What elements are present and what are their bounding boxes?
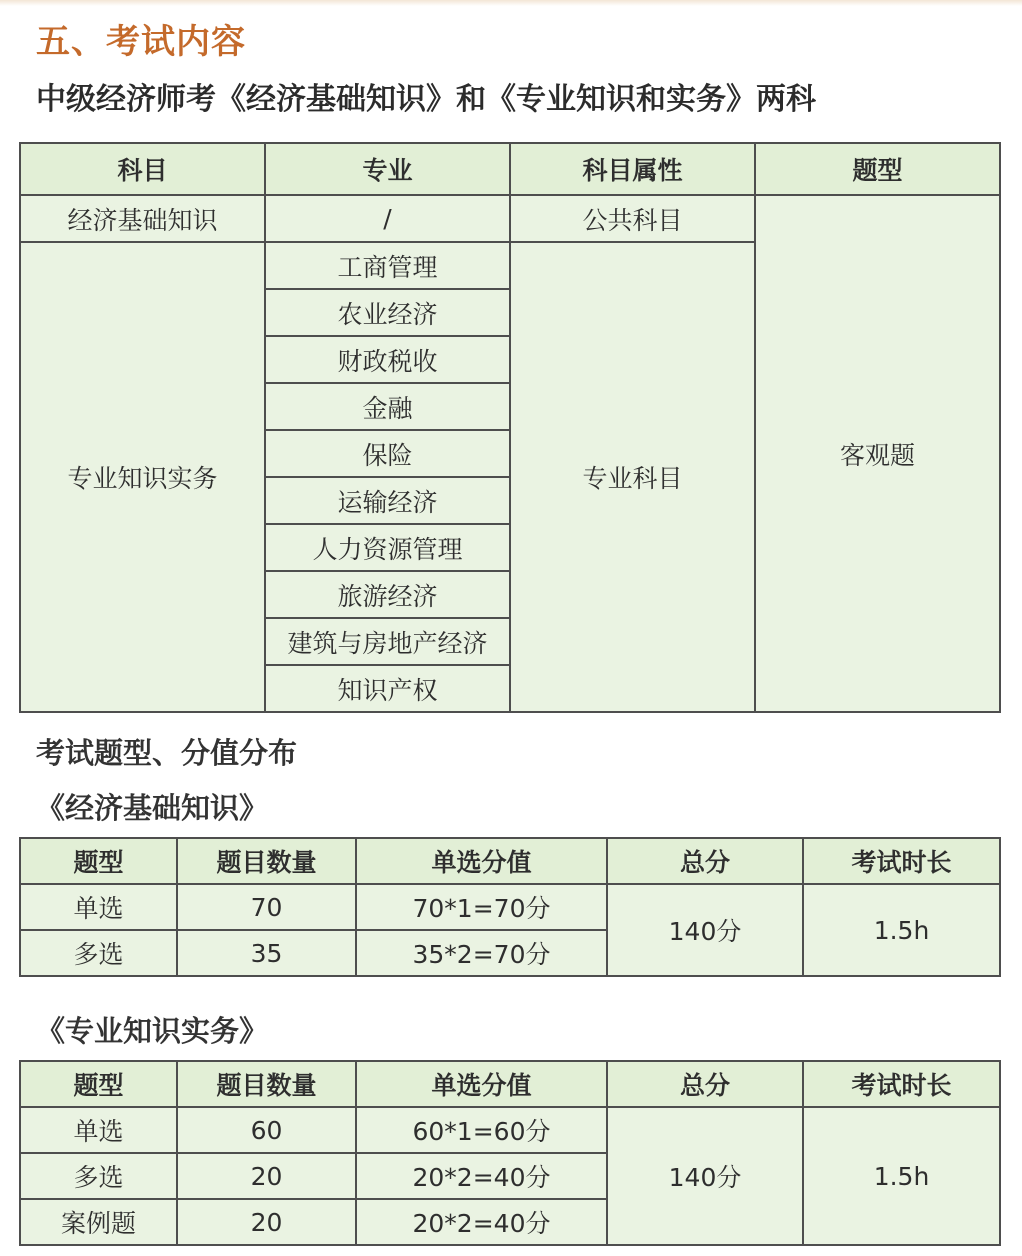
header-total: 总分 bbox=[607, 838, 803, 884]
cell-major: 建筑与房地产经济 bbox=[265, 618, 510, 665]
cell-score: 35*2=70分 bbox=[356, 930, 607, 976]
cell-major: 保险 bbox=[265, 430, 510, 477]
subjects-table bbox=[19, 142, 1001, 713]
cell-total: 140分 bbox=[607, 1107, 803, 1245]
top-divider bbox=[0, 0, 1022, 6]
header-major: 专业 bbox=[265, 143, 510, 195]
cell-score: 70*1=70分 bbox=[356, 884, 607, 930]
header-question-type: 题型 bbox=[755, 143, 1000, 195]
cell-major: 农业经济 bbox=[265, 289, 510, 336]
cell-major: 人力资源管理 bbox=[265, 524, 510, 571]
book1-title: 《经济基础知识》 bbox=[36, 791, 269, 825]
table-row bbox=[20, 884, 1000, 930]
cell-major: 工商管理 bbox=[265, 242, 510, 289]
header-duration: 考试时长 bbox=[803, 1061, 1000, 1107]
book2-score-table bbox=[19, 1060, 1001, 1246]
cell-type: 案例题 bbox=[20, 1199, 177, 1245]
cell-score: 20*2=40分 bbox=[356, 1153, 607, 1199]
header-count: 题目数量 bbox=[177, 1061, 356, 1107]
cell-type: 多选 bbox=[20, 1153, 177, 1199]
header-score: 单选分值 bbox=[356, 1061, 607, 1107]
table-header-row bbox=[20, 143, 1000, 195]
intro-text: 中级经济师考《经济基础知识》和《专业知识和实务》两科 bbox=[36, 82, 816, 117]
book1-score-table bbox=[19, 837, 1001, 977]
table-header-row bbox=[20, 838, 1000, 884]
cell-major-basic: / bbox=[265, 195, 510, 242]
cell-attribute-professional: 专业科目 bbox=[510, 242, 755, 712]
cell-major: 旅游经济 bbox=[265, 571, 510, 618]
cell-count: 60 bbox=[177, 1107, 356, 1153]
header-type: 题型 bbox=[20, 838, 177, 884]
cell-subject-professional: 专业知识实务 bbox=[20, 242, 265, 712]
table-row bbox=[20, 1107, 1000, 1153]
table-header-row bbox=[20, 1061, 1000, 1107]
header-duration: 考试时长 bbox=[803, 838, 1000, 884]
cell-score: 20*2=40分 bbox=[356, 1199, 607, 1245]
header-count: 题目数量 bbox=[177, 838, 356, 884]
distribution-heading: 考试题型、分值分布 bbox=[36, 736, 298, 770]
cell-major: 财政税收 bbox=[265, 336, 510, 383]
header-type: 题型 bbox=[20, 1061, 177, 1107]
header-attribute: 科目属性 bbox=[510, 143, 755, 195]
section-title: 五、考试内容 bbox=[36, 22, 246, 62]
cell-count: 20 bbox=[177, 1153, 356, 1199]
cell-count: 20 bbox=[177, 1199, 356, 1245]
cell-type: 单选 bbox=[20, 1107, 177, 1153]
header-total: 总分 bbox=[607, 1061, 803, 1107]
cell-major: 知识产权 bbox=[265, 665, 510, 712]
table-row bbox=[20, 195, 1000, 242]
cell-duration: 1.5h bbox=[803, 1107, 1000, 1245]
header-score: 单选分值 bbox=[356, 838, 607, 884]
cell-question-type: 客观题 bbox=[755, 195, 1000, 712]
cell-total: 140分 bbox=[607, 884, 803, 976]
cell-major: 运输经济 bbox=[265, 477, 510, 524]
cell-type: 多选 bbox=[20, 930, 177, 976]
cell-attribute-basic: 公共科目 bbox=[510, 195, 755, 242]
cell-type: 单选 bbox=[20, 884, 177, 930]
cell-subject-basic: 经济基础知识 bbox=[20, 195, 265, 242]
cell-major: 金融 bbox=[265, 383, 510, 430]
cell-count: 35 bbox=[177, 930, 356, 976]
header-subject: 科目 bbox=[20, 143, 265, 195]
cell-score: 60*1=60分 bbox=[356, 1107, 607, 1153]
cell-duration: 1.5h bbox=[803, 884, 1000, 976]
cell-count: 70 bbox=[177, 884, 356, 930]
book2-title: 《专业知识实务》 bbox=[36, 1014, 269, 1048]
